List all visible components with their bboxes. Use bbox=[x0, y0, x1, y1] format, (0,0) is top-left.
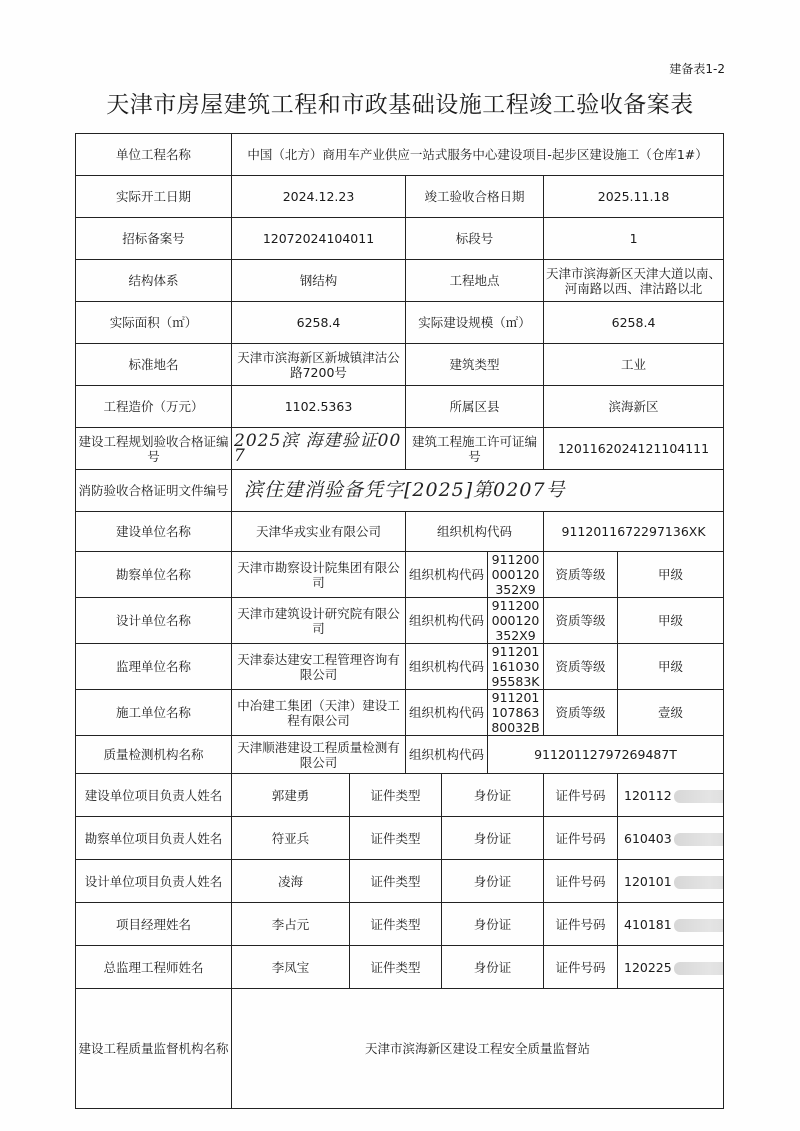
actual-scale-value: 6258.4 bbox=[544, 302, 724, 344]
person-label: 勘察单位项目负责人姓名 bbox=[76, 817, 232, 860]
id-prefix: 610403 bbox=[624, 830, 672, 846]
id-no-label: 证件号码 bbox=[544, 774, 618, 817]
building-type-label: 建筑类型 bbox=[406, 344, 544, 386]
quality-label: 质量检测机构名称 bbox=[76, 736, 232, 774]
start-date-value: 2024.12.23 bbox=[232, 176, 406, 218]
form-code: 建备表1-2 bbox=[669, 62, 725, 76]
person-label: 总监理工程师姓名 bbox=[76, 946, 232, 989]
structure-label: 结构体系 bbox=[76, 260, 232, 302]
cost-value: 1102.5363 bbox=[232, 386, 406, 428]
section-no-value: 1 bbox=[544, 218, 724, 260]
person-row bbox=[76, 903, 724, 946]
supervise-grade-label: 资质等级 bbox=[544, 644, 618, 690]
supervise-name: 天津泰达建安工程管理咨询有限公司 bbox=[232, 644, 406, 690]
planning-cert-value: 2025滨 海建验证007 bbox=[232, 428, 406, 470]
id-type-value: 身份证 bbox=[442, 903, 544, 946]
id-prefix: 410181 bbox=[624, 916, 672, 932]
survey-code: 911200000120352X9 bbox=[488, 552, 544, 598]
person-name: 李占元 bbox=[232, 903, 350, 946]
id-type-value: 身份证 bbox=[442, 946, 544, 989]
id-prefix: 120112 bbox=[624, 787, 672, 803]
page-title: 天津市房屋建筑工程和市政基础设施工程竣工验收备案表 bbox=[106, 92, 694, 118]
id-type-value: 身份证 bbox=[442, 860, 544, 903]
person-row bbox=[76, 860, 724, 903]
survey-name: 天津市勘察设计院集团有限公司 bbox=[232, 552, 406, 598]
supervision-label: 建设工程质量监督机构名称 bbox=[76, 989, 232, 1109]
actual-scale-label: 实际建设规模（㎡） bbox=[406, 302, 544, 344]
redaction-blur bbox=[674, 919, 724, 932]
id-no-value bbox=[618, 860, 724, 903]
person-label: 项目经理姓名 bbox=[76, 903, 232, 946]
person-row bbox=[76, 946, 724, 989]
person-row bbox=[76, 774, 724, 817]
supervise-code-label: 组织机构代码 bbox=[406, 644, 488, 690]
person-name: 郭建勇 bbox=[232, 774, 350, 817]
id-no-value bbox=[618, 817, 724, 860]
std-address-label: 标准地名 bbox=[76, 344, 232, 386]
id-type-value: 身份证 bbox=[442, 817, 544, 860]
location-value: 天津市滨海新区天津大道以南、河南路以西、津沽路以北 bbox=[544, 260, 724, 302]
design-name: 天津市建筑设计研究院有限公司 bbox=[232, 598, 406, 644]
id-prefix: 120101 bbox=[624, 873, 672, 889]
supervision-value: 天津市滨海新区建设工程安全质量监督站 bbox=[232, 989, 724, 1109]
id-type-label: 证件类型 bbox=[350, 860, 442, 903]
tender-no-label: 招标备案号 bbox=[76, 218, 232, 260]
person-label: 设计单位项目负责人姓名 bbox=[76, 860, 232, 903]
construct-code: 9112011078638​0032B bbox=[488, 690, 544, 736]
builder-name: 天津华戎实业有限公司 bbox=[232, 512, 406, 552]
std-address-value: 天津市滨海新区新城镇津沽公路7200号 bbox=[232, 344, 406, 386]
design-grade: 甲级 bbox=[618, 598, 724, 644]
id-no-value bbox=[618, 903, 724, 946]
survey-label: 勘察单位名称 bbox=[76, 552, 232, 598]
completion-date-value: 2025.11.18 bbox=[544, 176, 724, 218]
unit-project-label: 单位工程名称 bbox=[76, 134, 232, 176]
builder-code-label: 组织机构代码 bbox=[406, 512, 544, 552]
builder-label: 建设单位名称 bbox=[76, 512, 232, 552]
supervise-label: 监理单位名称 bbox=[76, 644, 232, 690]
start-date-label: 实际开工日期 bbox=[76, 176, 232, 218]
cost-label: 工程造价（万元） bbox=[76, 386, 232, 428]
design-code-label: 组织机构代码 bbox=[406, 598, 488, 644]
id-no-label: 证件号码 bbox=[544, 903, 618, 946]
redaction-blur bbox=[674, 876, 724, 889]
id-type-label: 证件类型 bbox=[350, 946, 442, 989]
redaction-blur bbox=[674, 833, 724, 846]
id-type-value: 身份证 bbox=[442, 774, 544, 817]
supervise-code: 91120116103095583K bbox=[488, 644, 544, 690]
id-type-label: 证件类型 bbox=[350, 774, 442, 817]
design-code: 911200000120352X9 bbox=[488, 598, 544, 644]
construct-grade-label: 资质等级 bbox=[544, 690, 618, 736]
id-type-label: 证件类型 bbox=[350, 903, 442, 946]
id-no-value bbox=[618, 774, 724, 817]
construct-name: 中冶建工集团（天津）建设工程有限公司 bbox=[232, 690, 406, 736]
design-grade-label: 资质等级 bbox=[544, 598, 618, 644]
redaction-blur bbox=[674, 790, 724, 803]
section-no-label: 标段号 bbox=[406, 218, 544, 260]
survey-grade-label: 资质等级 bbox=[544, 552, 618, 598]
quality-name: 天津顺港建设工程质量检测有限公司 bbox=[232, 736, 406, 774]
builder-code: 91120116722971​36XK bbox=[544, 512, 724, 552]
quality-code: 91120112797269487T bbox=[488, 736, 724, 774]
actual-area-value: 6258.4 bbox=[232, 302, 406, 344]
actual-area-label: 实际面积（㎡） bbox=[76, 302, 232, 344]
unit-project-value: 中国（北方）商用车产业供应一站式服务中心建设项目-起步区建设施工（仓库1#） bbox=[232, 134, 724, 176]
person-name: 李凤宝 bbox=[232, 946, 350, 989]
id-prefix: 120225 bbox=[624, 959, 672, 975]
tender-no-value: 12072024104011 bbox=[232, 218, 406, 260]
building-type-value: 工业 bbox=[544, 344, 724, 386]
quality-code-label: 组织机构代码 bbox=[406, 736, 488, 774]
person-name: 符亚兵 bbox=[232, 817, 350, 860]
record-table bbox=[75, 133, 724, 1109]
structure-value: 钢结构 bbox=[232, 260, 406, 302]
person-name: 凌海 bbox=[232, 860, 350, 903]
supervise-grade: 甲级 bbox=[618, 644, 724, 690]
id-no-value bbox=[618, 946, 724, 989]
redaction-blur bbox=[674, 962, 724, 975]
id-no-label: 证件号码 bbox=[544, 860, 618, 903]
construct-code-label: 组织机构代码 bbox=[406, 690, 488, 736]
district-label: 所属区县 bbox=[406, 386, 544, 428]
fire-cert-label: 消防验收合格证明文件编号 bbox=[76, 470, 232, 512]
id-no-label: 证件号码 bbox=[544, 946, 618, 989]
id-type-label: 证件类型 bbox=[350, 817, 442, 860]
survey-grade: 甲级 bbox=[618, 552, 724, 598]
construct-grade: 壹级 bbox=[618, 690, 724, 736]
construct-label: 施工单位名称 bbox=[76, 690, 232, 736]
permit-value: 1201162024121104111 bbox=[544, 428, 724, 470]
completion-date-label: 竣工验收合格日期 bbox=[406, 176, 544, 218]
design-label: 设计单位名称 bbox=[76, 598, 232, 644]
district-value: 滨海新区 bbox=[544, 386, 724, 428]
permit-label: 建筑工程施工许可证编号 bbox=[406, 428, 544, 470]
person-row bbox=[76, 817, 724, 860]
location-label: 工程地点 bbox=[406, 260, 544, 302]
survey-code-label: 组织机构代码 bbox=[406, 552, 488, 598]
fire-cert-value: 滨住建消验备凭字[2025]第0207号 bbox=[232, 470, 724, 512]
id-no-label: 证件号码 bbox=[544, 817, 618, 860]
planning-cert-label: 建设工程规划验收合格证编号 bbox=[76, 428, 232, 470]
person-label: 建设单位项目负责人姓名 bbox=[76, 774, 232, 817]
